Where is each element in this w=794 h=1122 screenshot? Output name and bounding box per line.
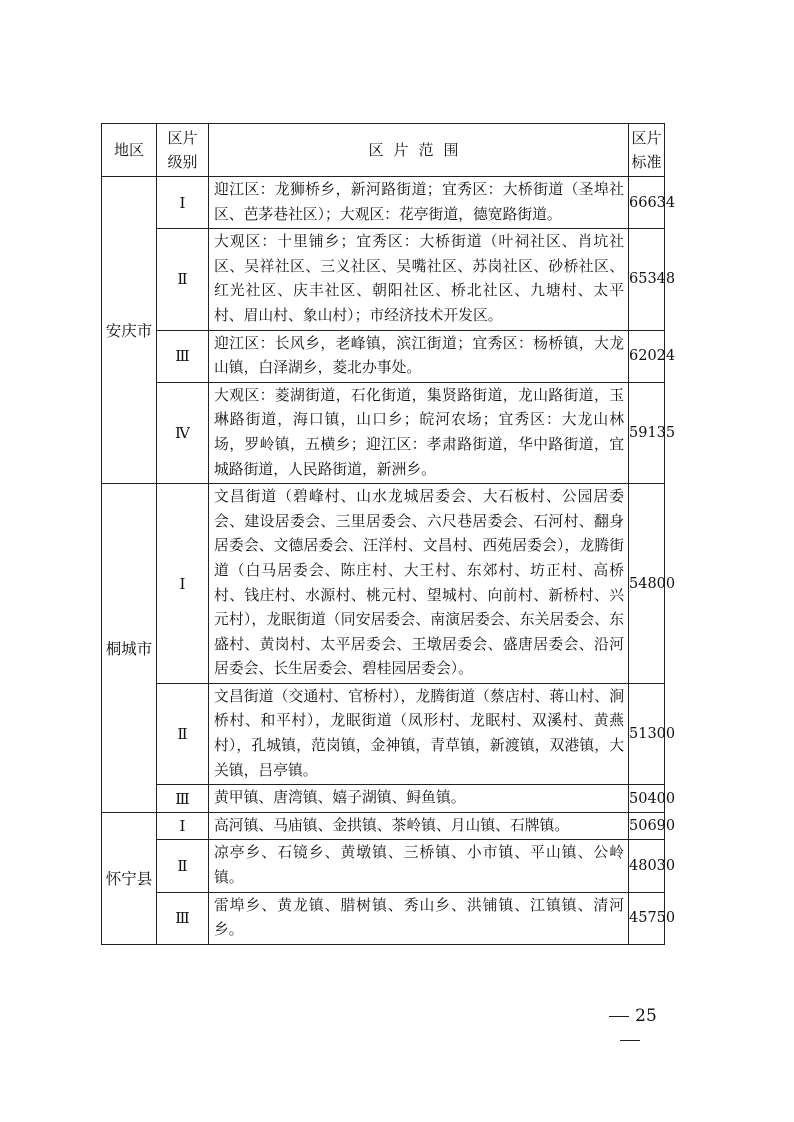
scope-cell: 迎江区：龙狮桥乡，新河路街道；宜秀区：大桥街道（圣埠社区、芭茅巷社区）；大观区：花亭街道，德宽路街道。 [209,177,629,229]
header-level-line1: 区片 [167,129,198,147]
table-row [102,484,665,684]
table-row [102,683,665,784]
header-scope: 区片范围 [209,124,629,177]
standard-cell: 65348 [629,229,665,330]
level-cell: Ⅰ [157,812,209,840]
standard-cell: 59135 [629,382,665,483]
standard-cell: 66634 [629,177,665,229]
table-row [102,229,665,330]
land-price-table [101,123,676,945]
table-header-row [102,124,665,177]
header-level-line2: 级别 [167,153,198,171]
level-cell: Ⅰ [157,177,209,229]
level-cell: Ⅲ [157,785,209,813]
level-cell: Ⅲ [157,892,209,944]
scope-cell: 凉亭乡、石镜乡、黄墩镇、三桥镇、小市镇、平山镇、公岭镇。 [209,840,629,892]
standard-cell: 51300 [629,683,665,784]
page-number-dash-right [620,1040,640,1041]
header-standard-line1: 区片 [631,129,662,147]
region-cell-tongcheng: 桐城市 [102,484,157,813]
header-level [157,124,209,177]
level-cell: Ⅲ [157,330,209,382]
standard-cell: 48030 [629,840,665,892]
table-row [102,330,665,382]
table-row [102,812,665,840]
scope-cell: 黄甲镇、唐湾镇、嬉子湖镇、鲟鱼镇。 [209,785,629,813]
scope-cell: 迎江区：长风乡，老峰镇，滨江街道；宜秀区：杨桥镇，大龙山镇，白泽湖乡，菱北办事处。 [209,330,629,382]
header-region: 地区 [102,124,157,177]
standard-cell: 50690 [629,812,665,840]
scope-cell: 文昌街道（交通村、官桥村），龙腾街道（蔡店村、蒋山村、涧桥村、和平村），龙眠街道（凤形村、龙眠村、双溪村、黄燕村），孔城镇，范岗镇，金神镇，青草镇，新渡镇，双港镇，大关镇，吕亭镇。 [209,683,629,784]
level-cell: Ⅱ [157,229,209,330]
standard-cell: 50400 [629,785,665,813]
header-standard-line2: 标准 [631,153,662,171]
table-row [102,785,665,813]
scope-cell: 高河镇、马庙镇、金拱镇、茶岭镇、月山镇、石牌镇。 [209,812,629,840]
page-number-value: 25 [635,1006,657,1026]
table-row [102,840,665,892]
scope-cell: 大观区：菱湖街道，石化街道，集贤路街道，龙山路街道，玉琳路街道，海口镇，山口乡；皖河农场；宜秀区：大龙山林场，罗岭镇，五横乡；迎江区：孝肃路街道，华中路街道，宜城路街道，人民路街道，新洲乡。 [209,382,629,483]
standard-cell: 45750 [629,892,665,944]
standard-cell: 62024 [629,330,665,382]
scope-cell: 雷埠乡、黄龙镇、腊树镇、秀山乡、洪铺镇、江镇镇、清河乡。 [209,892,629,944]
header-standard [629,124,665,177]
page-number-dash-left [609,1016,629,1017]
table-row [102,892,665,944]
region-cell-huaining: 怀宁县 [102,812,157,944]
table-row [102,382,665,483]
scope-cell: 文昌街道（碧峰村、山水龙城居委会、大石板村、公园居委会、建设居委会、三里居委会、六尺巷居委会、石河村、翻身居委会、文德居委会、汪洋村、文昌村、西苑居委会），龙腾街道（白马居委会、陈庄村、大王村、东郊村、坊正村、高桥村、钱庄村、水源村、桃元村、望城村、向前村、新桥村、兴元村），龙眠街道（同安居委会、南演居委会、东关居委会、东盛村、黄岗村、太平居委会、王墩居委会、盛唐居委会、沿河居委会、长生居委会、碧桂园居委会）。 [209,484,629,684]
table-row [102,177,665,229]
region-cell-anqing: 安庆市 [102,177,157,484]
level-cell: Ⅰ [157,484,209,684]
scope-cell: 大观区：十里铺乡；宜秀区：大桥街道（叶祠社区、肖坑社区、吴祥社区、三义社区、吴嘴社区、苏岗社区、砂桥社区、红光社区、庆丰社区、朝阳社区、桥北社区、九塘村、太平村、眉山村、象山村）；市经济技术开发区。 [209,229,629,330]
level-cell: Ⅱ [157,840,209,892]
level-cell: Ⅱ [157,683,209,784]
page-number [590,1004,670,1028]
standard-cell: 54800 [629,484,665,684]
level-cell: Ⅳ [157,382,209,483]
